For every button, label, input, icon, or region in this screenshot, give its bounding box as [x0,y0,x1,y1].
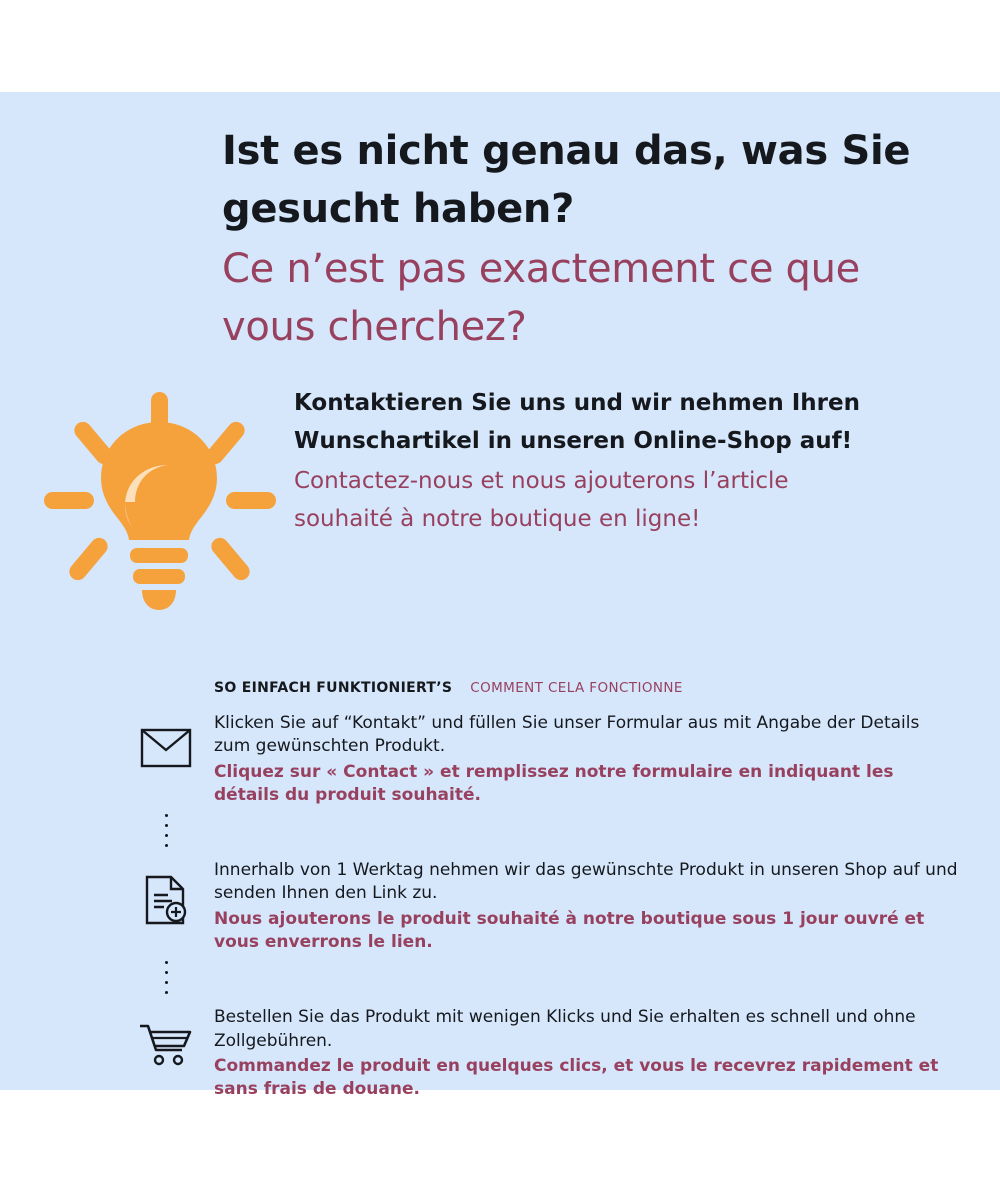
lightbulb-icon [34,384,284,634]
step-german: Innerhalb von 1 Werktag nehmen wir das gewünschte Produkt in unseren Shop auf und senden Ihnen den Link zu. [214,860,958,904]
document-add-icon [118,853,214,925]
step-text [214,1000,958,1101]
section-label-german: SO EINFACH FUNKTIONIERT’S [214,680,453,696]
step-item [118,706,958,807]
step-french: Nous ajouterons le produit souhaité à notre boutique sous 1 jour ouvré et vous enverrons le lien. [214,908,925,952]
headline-french: Ce n’est pas exactement ce que vous cherchez? [222,246,860,350]
intro-german: Kontaktieren Sie uns und wir nehmen Ihren Wunschartikel in unseren Online-Shop auf! [294,390,860,455]
step-french: Cliquez sur « Contact » et remplissez notre formulaire en indiquant les détails du produit souhaité. [214,761,894,805]
steps-list [118,706,958,1101]
step-german: Klicken Sie auf “Kontakt” und füllen Sie unser Formular aus mit Angabe der Details zum gewünschten Produkt. [214,713,920,757]
intro-block [294,384,894,539]
envelope-icon [118,706,214,768]
intro-french: Contactez-nous et nous ajouterons l’article souhaité à notre boutique en ligne! [294,467,789,533]
step-text [214,853,958,954]
step-text [214,706,958,807]
step-item [118,853,958,954]
step-item [118,1000,958,1101]
headline-german: Ist es nicht genau das, was Sie gesucht haben? [222,128,911,232]
step-french: Commandez le produit en quelques clics, et vous le recevrez rapidement et sans frais de douane. [214,1055,939,1100]
step-german: Bestellen Sie das Produkt mit wenigen Klicks und Sie erhalten es schnell und ohne Zollgebühren. [214,1007,916,1051]
section-label-french: COMMENT CELA FONCTIONNE [470,680,683,696]
shopping-cart-icon [118,1000,214,1066]
step-connector-dots [118,954,214,1000]
step-connector-dots [118,807,214,853]
section-label [214,680,683,696]
headline-block [222,122,942,356]
